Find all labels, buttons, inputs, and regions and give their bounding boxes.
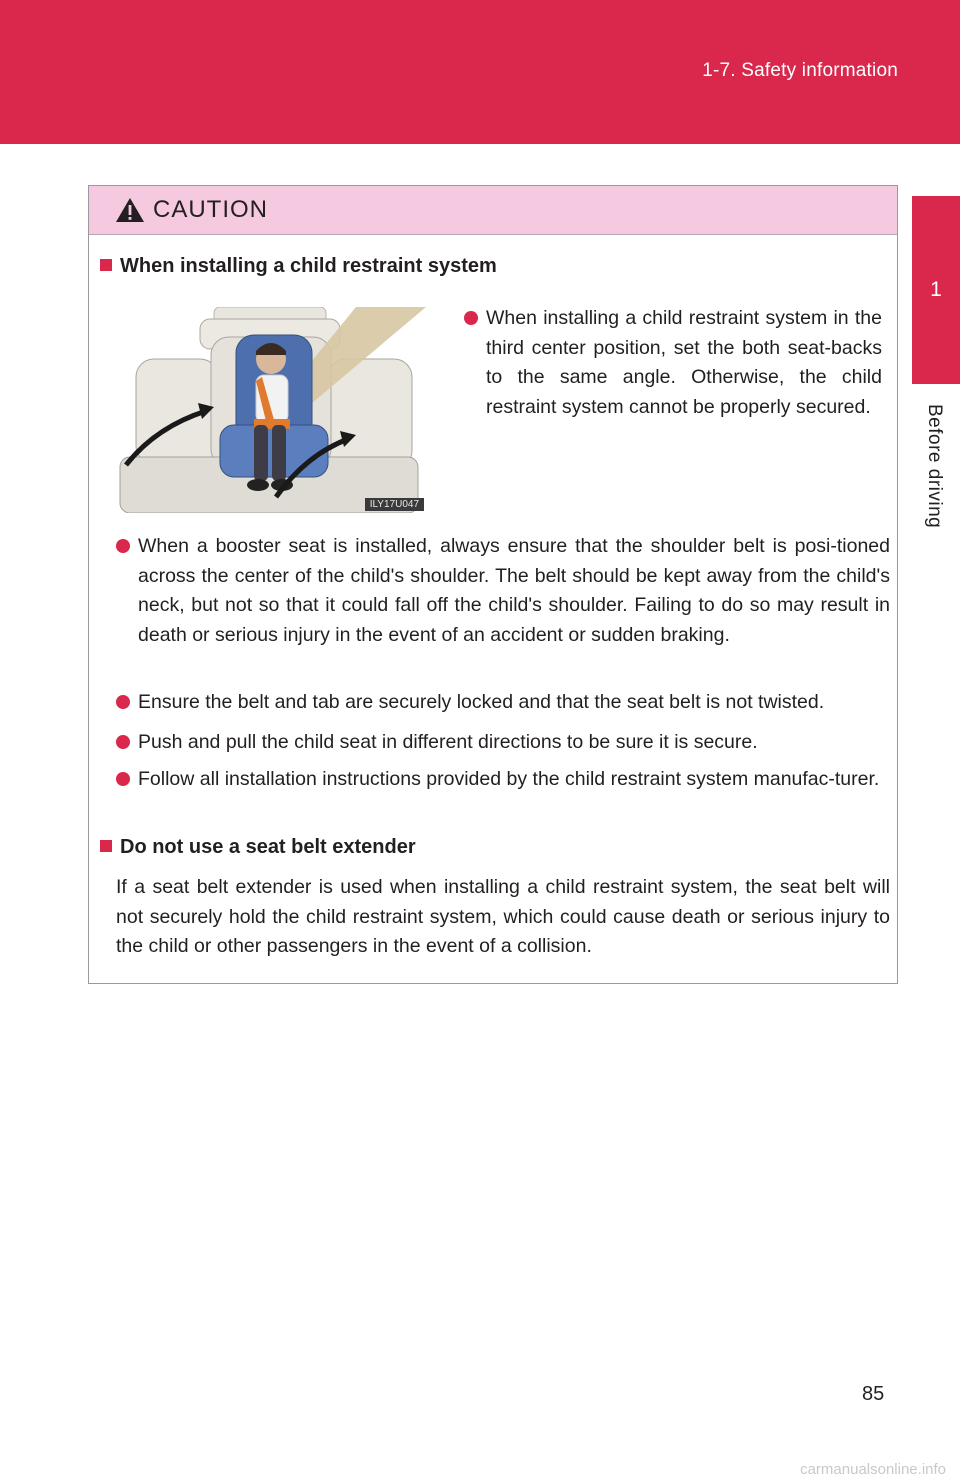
section-title: 1-7. Safety information bbox=[702, 60, 898, 81]
chapter-label: Before driving bbox=[924, 403, 945, 529]
subheading-installing: When installing a child restraint system bbox=[100, 255, 497, 278]
figure-code: ILY17U047 bbox=[365, 498, 424, 511]
bullet-booster-seat: When a booster seat is installed, always ensure that the shoulder belt is posi-tioned across the center of the child's shoulder. The belt should be kept away from the child's neck, but not so that it could fall off the child's shoulder. Failing to do so may result in death or serious injury in the event of an accident or sudden braking. bbox=[116, 532, 890, 650]
bullet-dot-icon bbox=[116, 539, 130, 553]
child-seat-illustration bbox=[116, 307, 426, 513]
figure-bullet: When installing a child restraint system in the third center position, set the both seat-backs to the same angle. Otherwise, the child restraint system cannot be properly secured. bbox=[464, 304, 882, 422]
subheading-extender: Do not use a seat belt extender bbox=[100, 836, 416, 859]
watermark: carmanualsonline.info bbox=[800, 1461, 946, 1478]
square-bullet-icon bbox=[100, 259, 112, 271]
bullet-dot-icon bbox=[116, 772, 130, 786]
bullet-dot-icon bbox=[116, 735, 130, 749]
chapter-tab[interactable] bbox=[912, 196, 960, 384]
chapter-number: 1 bbox=[930, 278, 942, 301]
seat-illustration-svg bbox=[116, 307, 426, 513]
bullet-dot-icon bbox=[116, 695, 130, 709]
warning-icon bbox=[115, 197, 145, 223]
page-number: 85 bbox=[862, 1383, 885, 1405]
bullet-belt-locked: Ensure the belt and tab are securely locked and that the seat belt is not twisted. bbox=[116, 688, 890, 718]
square-bullet-icon bbox=[100, 840, 112, 852]
bullet-push-pull: Push and pull the child seat in different directions to be sure it is secure. bbox=[116, 728, 890, 758]
caution-title: CAUTION bbox=[153, 196, 268, 223]
bullet-follow-instructions: Follow all installation instructions provided by the child restraint system manufac-turer. bbox=[116, 765, 890, 795]
caution-header bbox=[89, 186, 897, 235]
bullet-dot-icon bbox=[464, 311, 478, 325]
extender-paragraph: If a seat belt extender is used when installing a child restraint system, the seat belt will not securely hold the child restraint system, which could cause death or serious injury to the child or other passengers in the event of a collision. bbox=[116, 876, 890, 957]
